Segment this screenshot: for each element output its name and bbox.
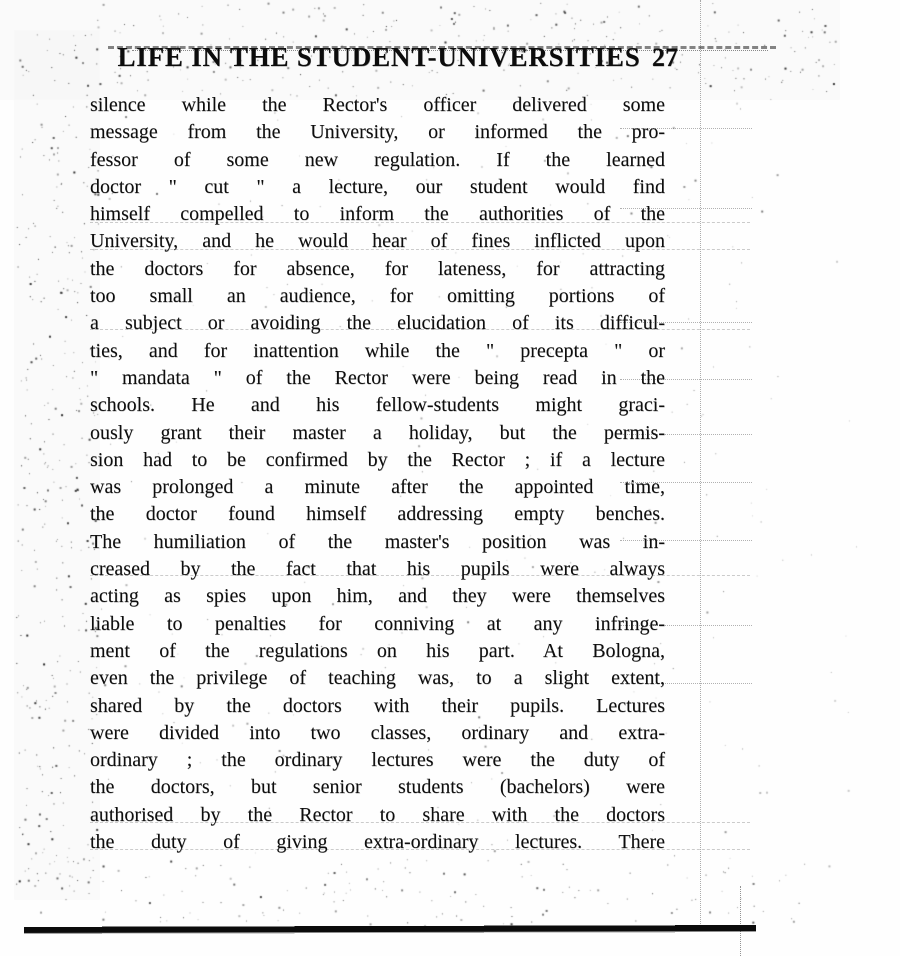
- text-line: authorised by the Rector to share with the doctors: [90, 803, 665, 826]
- page-number: 27: [652, 43, 678, 72]
- text-line: message from the University, or informed the pro-: [90, 121, 665, 144]
- text-line: silence while the Rector's officer delivered some: [90, 94, 665, 116]
- text-line: fessor of some new regulation. If the learned: [90, 148, 665, 171]
- text-line: himself compelled to inform the authorities of the: [90, 203, 665, 226]
- text-line: liable to penalties for conniving at any infringe-: [90, 612, 665, 635]
- text-line: was prolonged a minute after the appointed time,: [90, 476, 665, 499]
- text-line: a subject or avoiding the elucidation of its difficul-: [90, 312, 665, 335]
- text-line: ment of the regulations on his part. At Bologna,: [90, 639, 665, 662]
- text-line: University, and he would hear of fines inflicted upon: [90, 230, 665, 253]
- text-line: the duty of giving extra-ordinary lectures. There: [90, 831, 665, 854]
- text-line: acting as spies upon him, and they were themselves: [90, 585, 665, 608]
- text-line: ously grant their master a holiday, but the permis-: [90, 421, 665, 444]
- text-line: schools. He and his fellow-students might graci-: [90, 394, 665, 417]
- text-line: sion had to be confirmed by the Rector ; if a lecture: [90, 448, 665, 471]
- body-text: [90, 92, 665, 856]
- text-line: creased by the fact that his pupils were always: [90, 558, 665, 581]
- text-line: ties, and for inattention while the " precepta " or: [90, 339, 665, 362]
- text-line: shared by the doctors with their pupils. Lectures: [90, 694, 665, 717]
- text-line: the doctors, but senior students (bachelors) were: [90, 776, 665, 799]
- page-title: LIFE IN THE STUDENT-UNIVERSITIES: [117, 42, 641, 72]
- text-line: " mandata " of the Rector were being read in the: [90, 366, 665, 389]
- text-line: ordinary ; the ordinary lectures were the duty of: [90, 749, 665, 772]
- text-line: doctor " cut " a lecture, our student would find: [90, 175, 665, 198]
- text-line: the doctor found himself addressing empty benches.: [90, 503, 665, 526]
- text-line: were divided into two classes, ordinary and extra-: [90, 721, 665, 744]
- text-line: too small an audience, for omitting portions of: [90, 285, 665, 308]
- text-line: the doctors for absence, for lateness, for attracting: [90, 257, 665, 280]
- running-head: [88, 42, 678, 76]
- text-line: The humiliation of the master's position was in-: [90, 530, 665, 553]
- text-line: even the privilege of teaching was, to a slight extent,: [90, 667, 665, 690]
